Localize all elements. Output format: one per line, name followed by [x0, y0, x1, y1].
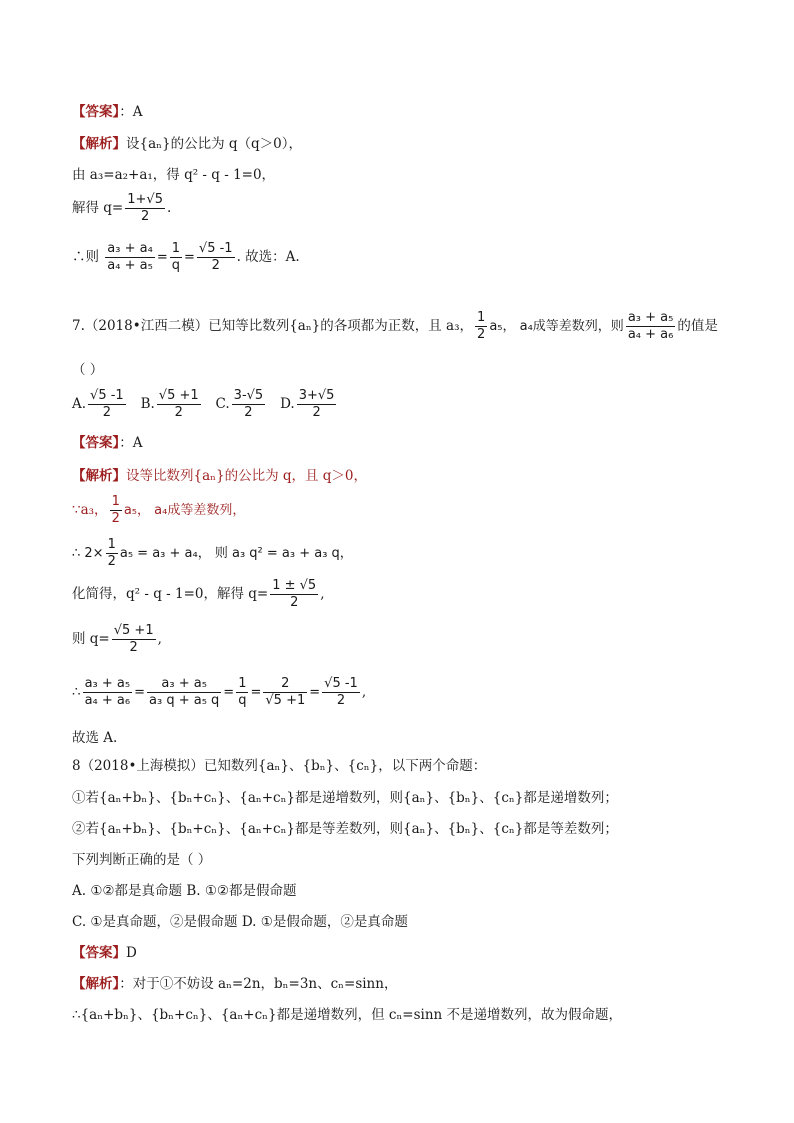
q8-stem: 8（2018•上海模拟）已知数列{aₙ}、{bₙ}、{cₙ}，以下两个命题：	[72, 758, 487, 774]
fraction: $\frac{3-√5}{2}$	[233, 388, 264, 420]
q8-proposition-2: ②若{aₙ+bₙ}、{bₙ+cₙ}、{aₙ+cₙ}都是等差数列，则{aₙ}、{bₙ}、{cₙ}都是等差数列；	[72, 821, 618, 837]
analysis-label: 【解析】	[72, 468, 126, 484]
q7-stem: 7.（2018•江西二模）已知等比数列{aₙ}的各项都为正数，且 a₃， $\frac{1}{2}$ a₅， a₄成等差数列，则 $\frac{\text{a₃ + a₅}}{\text{a₄ + a₆}}$ 的值是	[72, 310, 718, 342]
fraction: $\frac{√5 -1}{2}$	[324, 676, 358, 708]
fraction: $\frac{1}{2}$	[477, 310, 486, 342]
fraction: $\frac{\text{a₃ + a₄}}{\text{a₄ + a₅}}$	[107, 241, 153, 273]
q8-analysis-line1: 【解析】：对于①不妨设 aₙ=2n，bₙ=3n、cₙ=sinn，	[72, 976, 398, 992]
p6-analysis-line4: ∴则 $\frac{\text{a₃ + a₄}}{\text{a₄ + a₅}}$ = $\frac{1}{q}$ = $\frac{√5 -1}{2}$ . 故选：A.	[72, 241, 300, 273]
q7-analysis-line4: 化简得，q² - q - 1=0，解得 q= $\frac{1 \pm √5}{2}$ ,	[72, 578, 325, 610]
option-a: A. $\frac{√5 -1}{2}$	[72, 388, 124, 420]
answer-label: 【答案】	[72, 945, 126, 961]
fraction: $\frac{1}{2}$	[111, 494, 120, 526]
q7-analysis-line3: ∴ 2× $\frac{1}{2}$ a₅ = a₃ + a₄， 则 a₃ q² = a₃ + a₃ q，	[72, 537, 353, 569]
fraction: $\frac{√5 +1}{2}$	[113, 623, 154, 655]
answer-value: ：A	[119, 104, 143, 120]
fraction: $\frac{1}{2}$	[107, 537, 116, 569]
fraction: $\frac{1+√5}{2}$	[127, 192, 163, 224]
fraction: $\frac{\text{a₃ + a₅}}{\text{a₄ + a₆}}$	[627, 310, 674, 342]
answer-value: ：A	[119, 435, 143, 451]
q7-analysis-line5: 则 q= $\frac{√5 +1}{2}$ ,	[72, 623, 162, 655]
fraction: $\frac{1}{q}$	[238, 676, 247, 708]
analysis-text: 设{aₙ}的公比为 q（q＞0），	[126, 136, 302, 152]
option-c: C. $\frac{3-√5}{2}$	[215, 388, 264, 420]
fraction: $\frac{\text{a₃ + a₅}}{\text{a₄ + a₆}}$	[84, 676, 131, 708]
fraction: $\frac{3+√5}{2}$	[298, 388, 335, 420]
q7-paren: （ ）	[72, 362, 104, 378]
q7-analysis-line6: ∴ $\frac{\text{a₃ + a₅}}{\text{a₄ + a₆}}$ = $\frac{\text{a₃ + a₅}}{\text{a₃ q + a₅ q}}$ = $\frac{1}{q}$ = $\frac{2}{√5 +1}$ = $\frac{√5 -1}{2}$ ,	[72, 676, 367, 708]
p6-answer-line	[72, 103, 143, 121]
option-b: B. $\frac{√5 +1}{2}$	[140, 388, 199, 420]
q7-options	[72, 388, 338, 421]
q7-answer-line	[72, 434, 143, 452]
q8-answer-line	[72, 944, 137, 962]
fraction: $\frac{\text{a₃ + a₅}}{\text{a₃ q + a₅ q}}$	[149, 676, 220, 708]
q8-proposition-1: ①若{aₙ+bₙ}、{bₙ+cₙ}、{aₙ+cₙ}都是递增数列，则{aₙ}、{bₙ}、{cₙ}都是递增数列；	[72, 790, 618, 806]
q8-question: 下列判断正确的是（ ）	[72, 852, 212, 868]
analysis-label: 【解析】	[72, 136, 126, 152]
q8-analysis-line2: ∴{aₙ+bₙ}、{bₙ+cₙ}、{aₙ+cₙ}都是递增数列，但 cₙ=sinn 不是递增数列，故为假命题，	[72, 1007, 623, 1023]
q8-options-ab: A. ①②都是真命题 B. ①②都是假命题	[72, 883, 297, 899]
p6-analysis-line2: 由 a₃=a₂+a₁，得 q² - q - 1=0，	[72, 167, 276, 183]
p6-analysis-line1	[72, 135, 302, 153]
fraction: $\frac{1}{q}$	[171, 241, 180, 273]
option-d: D. $\frac{3+√5}{2}$	[280, 388, 335, 420]
fraction: $\frac{1 \pm √5}{2}$	[272, 578, 317, 610]
fraction: $\frac{√5 -1}{2}$	[198, 241, 233, 273]
answer-label: 【答案】	[72, 435, 120, 451]
analysis-label: 【解析】	[72, 976, 120, 992]
q7-analysis-line2: ∵a₃， $\frac{1}{2}$ a₅， a₄成等差数列，	[72, 494, 246, 526]
q8-options-cd: C. ①是真命题，②是假命题 D. ①是假命题，②是真命题	[72, 914, 408, 930]
p6-analysis-line3: 解得 q= $\frac{1+√5}{2}$ .	[72, 192, 172, 224]
fraction: $\frac{2}{√5 +1}$	[265, 676, 306, 708]
fraction: $\frac{√5 +1}{2}$	[158, 388, 199, 420]
q7-analysis-line1: 【解析】设等比数列{aₙ}的公比为 q，且 q＞0，	[72, 468, 368, 484]
answer-value: D	[126, 945, 137, 961]
fraction: $\frac{√5 -1}{2}$	[90, 388, 124, 420]
q7-conclusion: 故选 A.	[72, 730, 118, 746]
answer-label: 【答案】	[72, 104, 120, 120]
